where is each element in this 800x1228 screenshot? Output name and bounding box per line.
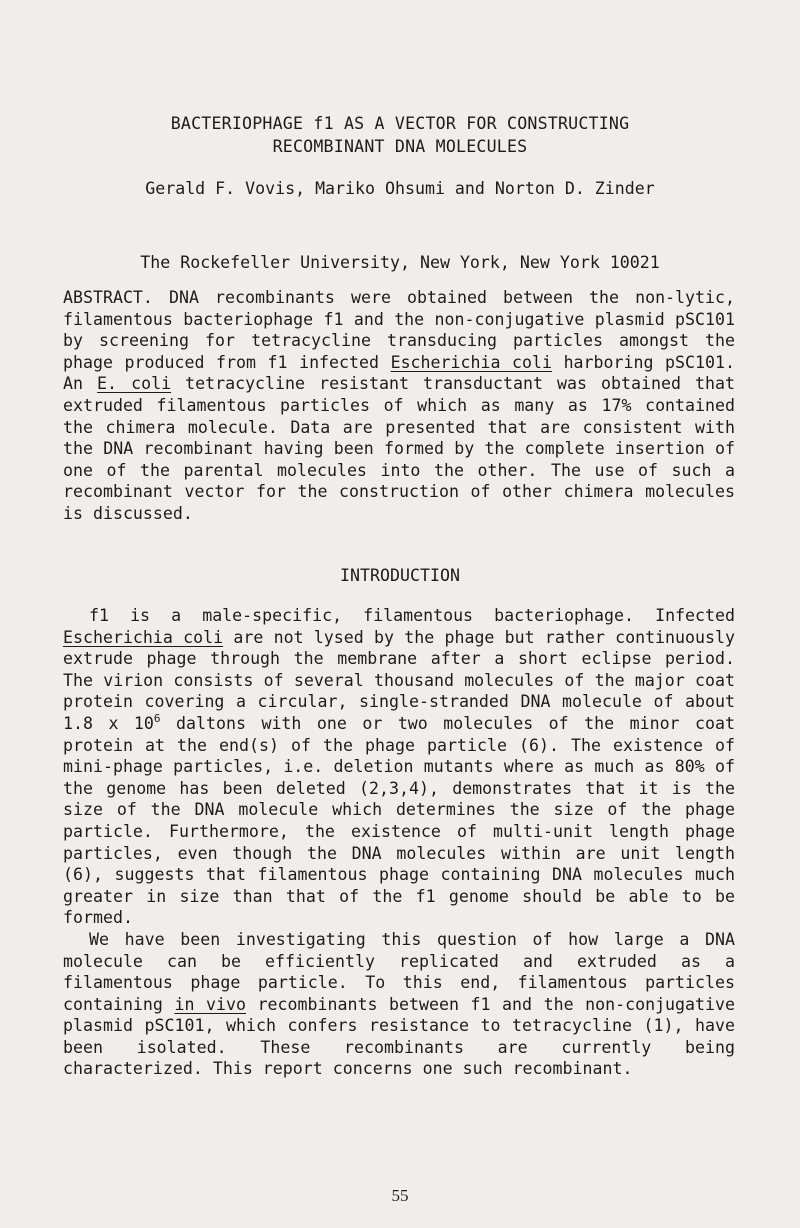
title-line-2: RECOMBINANT DNA MOLECULES (272, 137, 528, 156)
abstract-text-3: tetracycline resistant transductant was obtained that extruded filamentous particles of which as many as 17% contained the chimera molecule. Data are presented that are consistent with the DNA recombinant having been formed by the complete insertion of one of the parental molecules into the other. The use of such a recombinant vector for the construction of other chimera molecules is discussed. (63, 374, 735, 523)
species-name: E. coli (97, 374, 172, 394)
introduction-body (63, 605, 735, 1080)
authors: Gerald F. Vovis, Mariko Ohsumi and Norton D. Zinder (145, 179, 655, 198)
abstract-text-2: harboring pSC101. An (63, 352, 735, 394)
species-name: Escherichia coli (63, 627, 224, 647)
intro-p1-text-3: daltons with one or two molecules of the minor coat protein at the end(s) of the phage particle (6). The existence of mini-phage particles, i.e. deletion mutants where as much as 80% of the genome has been deleted (2,3,4), demonstrates that it is the size of the DNA molecule which determines the size of the phage particle. Furthermore, the existence of multi-unit length phage particles, even though the DNA molecules within are unit length (6), suggests that filamentous phage containing DNA molecules much greater in size than that of the f1 genome should be able to be formed. (63, 713, 735, 928)
intro-p1-text-1: f1 is a male-specific, filamentous bacteriophage. Infected (89, 606, 735, 625)
in-vivo-term: in vivo (174, 994, 246, 1014)
intro-p2-text-1: We have been investigating this question of how large a DNA molecule can be efficiently replicated and extruded as a filamentous phage particle. To this end, filamentous particles containing (63, 929, 735, 1014)
abstract-paragraph (63, 287, 735, 525)
abstract-label: ABSTRACT. (63, 288, 153, 307)
intro-paragraph-2 (63, 929, 735, 1080)
intro-paragraph-1 (63, 605, 735, 929)
exponent: 6 (153, 711, 161, 725)
paper-title (0, 112, 800, 158)
section-heading-introduction: INTRODUCTION (340, 566, 460, 585)
abstract (63, 287, 735, 525)
intro-p1-text-2: are not lysed by the phage but rather continuously extrude phage through the membrane after a short eclipse period. The virion consists of several thousand molecules of the major coat protein covering a circular, single-stranded DNA molecule of about 1.8 x 10 (63, 627, 735, 733)
intro-p2-text-2: recombinants between f1 and the non-conjugative plasmid pSC101, which confers resistance to tetracycline (1), have been isolated. These recombinants are currently being characterized. This report concerns one such recombinant. (63, 994, 735, 1079)
abstract-text-1: DNA recombinants were obtained between the non-lytic, filamentous bacteriophage f1 and the non-conjugative plasmid pSC101 by screening for tetracycline transducing particles amongst the phage produced from f1 infected (63, 288, 735, 372)
species-name: Escherichia coli (390, 352, 552, 372)
page-number: 55 (391, 1186, 409, 1205)
affiliation: The Rockefeller University, New York, New York 10021 (140, 253, 660, 272)
title-line-1: BACTERIOPHAGE f1 AS A VECTOR FOR CONSTRUCTING (170, 114, 630, 133)
